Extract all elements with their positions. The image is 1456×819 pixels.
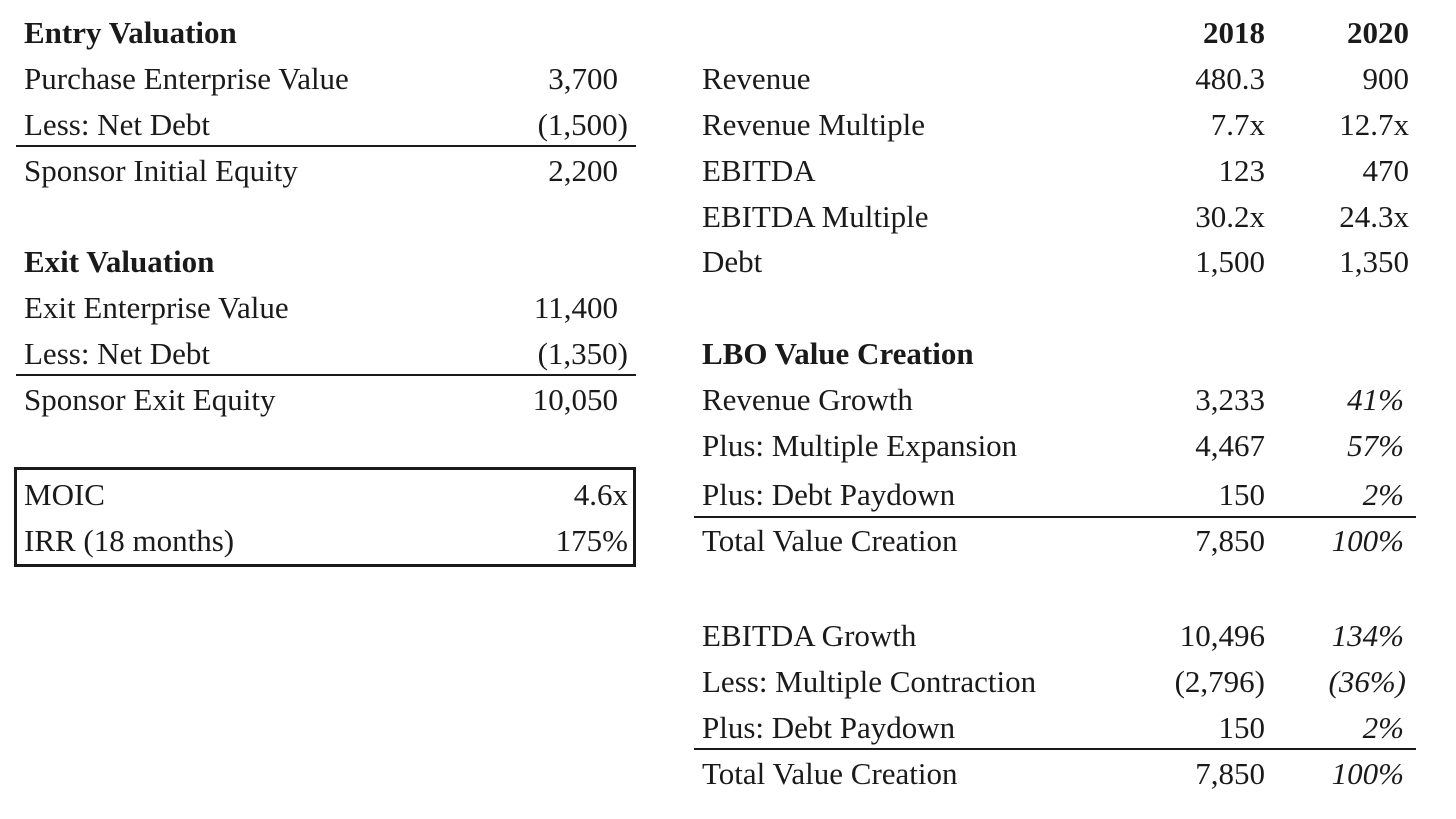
bridge-label: Revenue Growth [702, 382, 913, 417]
bridge-total-value: 7,850 [1195, 756, 1265, 791]
entry-row-value: 3,700 [548, 61, 618, 96]
entry-subtotal-rule [16, 145, 636, 147]
exit-row-value: (1,350) [537, 336, 628, 371]
entry-valuation-title: Entry Valuation [24, 15, 237, 50]
bridge-total-label: Total Value Creation [702, 523, 958, 558]
bridge-value: 3,233 [1195, 382, 1265, 417]
bridge-pct: 2% [1362, 477, 1404, 512]
bridge-pct: 134% [1331, 618, 1404, 653]
exit-row-label: Exit Enterprise Value [24, 290, 289, 325]
returns-row-label: MOIC [24, 477, 105, 512]
bridge-value: (2,796) [1174, 664, 1265, 699]
metric-value-2020: 24.3x [1339, 199, 1409, 234]
bridge-pct: 2% [1362, 710, 1404, 745]
bridge-value: 150 [1218, 710, 1265, 745]
metric-value-2020: 900 [1362, 61, 1409, 96]
entry-row-value: 2,200 [548, 153, 618, 188]
year-header: 2020 [1347, 15, 1409, 50]
returns-row-value: 4.6x [573, 477, 628, 512]
entry-row-value: (1,500) [537, 107, 628, 142]
metric-value-2018: 30.2x [1195, 199, 1265, 234]
exit-row-value: 11,400 [533, 290, 618, 325]
bridge-value: 150 [1218, 477, 1265, 512]
bridge-pct: 57% [1347, 428, 1404, 463]
metric-value-2018: 123 [1218, 153, 1265, 188]
metric-value-2018: 7.7x [1210, 107, 1265, 142]
exit-row-label: Sponsor Exit Equity [24, 382, 276, 417]
metric-label: Revenue [702, 61, 811, 96]
bridge-label: EBITDA Growth [702, 618, 917, 653]
returns-row-label: IRR (18 months) [24, 523, 235, 558]
bridge-total-pct: 100% [1331, 523, 1404, 558]
bridge-total-label: Total Value Creation [702, 756, 958, 791]
bridge-label: Plus: Multiple Expansion [702, 428, 1018, 463]
metric-value-2020: 12.7x [1339, 107, 1409, 142]
bridge-value: 4,467 [1195, 428, 1265, 463]
lbo-value-creation-title: LBO Value Creation [702, 336, 974, 371]
exit-valuation-title: Exit Valuation [24, 244, 215, 279]
metric-label: EBITDA [702, 153, 816, 188]
bridge-total-pct: 100% [1331, 756, 1404, 791]
metric-label: EBITDA Multiple [702, 199, 929, 234]
exit-row-label: Less: Net Debt [24, 336, 210, 371]
entry-row-label: Purchase Enterprise Value [24, 61, 349, 96]
bridge-pct: 41% [1347, 382, 1404, 417]
entry-row-label: Sponsor Initial Equity [24, 153, 298, 188]
bridge-label: Plus: Debt Paydown [702, 477, 956, 512]
metric-value-2018: 1,500 [1195, 244, 1265, 279]
ebitda-bridge-total-rule [694, 748, 1416, 750]
year-header: 2018 [1203, 15, 1265, 50]
entry-row-label: Less: Net Debt [24, 107, 210, 142]
metric-value-2018: 480.3 [1195, 61, 1265, 96]
bridge-pct: (36%) [1328, 664, 1406, 699]
revenue-bridge-total-rule [694, 516, 1416, 518]
exit-row-value: 10,050 [532, 382, 618, 417]
returns-row-value: 175% [555, 523, 628, 558]
metric-value-2020: 1,350 [1339, 244, 1409, 279]
metric-value-2020: 470 [1362, 153, 1409, 188]
bridge-total-value: 7,850 [1195, 523, 1265, 558]
bridge-label: Plus: Debt Paydown [702, 710, 956, 745]
bridge-label: Less: Multiple Contraction [702, 664, 1037, 699]
metric-label: Revenue Multiple [702, 107, 925, 142]
bridge-value: 10,496 [1179, 618, 1265, 653]
exit-subtotal-rule [16, 374, 636, 376]
metric-label: Debt [702, 244, 763, 279]
